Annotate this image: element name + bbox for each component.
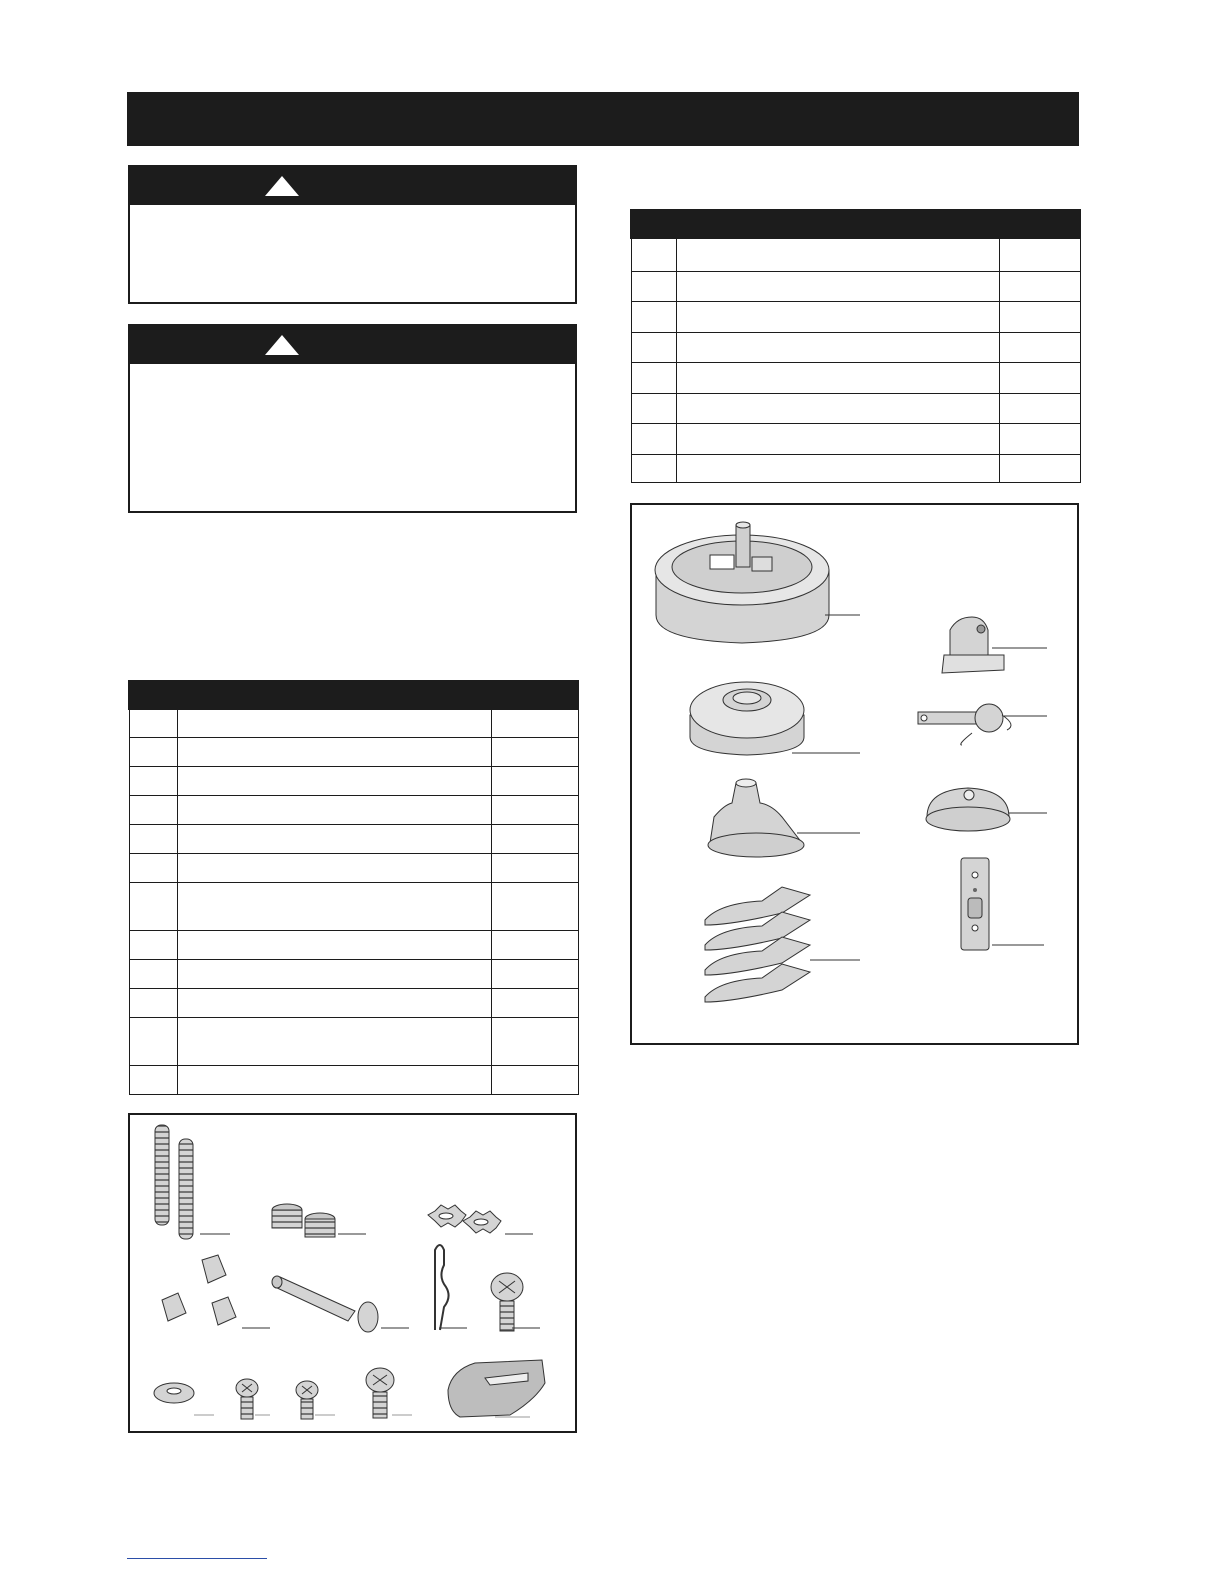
hanging-bracket-icon (942, 617, 1047, 673)
hardware-table (128, 680, 579, 1095)
table-row (631, 332, 1080, 362)
warning-box-1 (128, 165, 577, 304)
motor-assembly-icon (655, 522, 860, 643)
table-row (631, 423, 1080, 454)
warning-triangle-icon (265, 176, 299, 196)
table-row (129, 882, 578, 930)
knurled-nut-icon (272, 1204, 366, 1237)
blade-screw-icon (236, 1379, 270, 1419)
wire-connector-icon (162, 1255, 270, 1328)
table-row (129, 930, 578, 959)
table-row (129, 988, 578, 1017)
table-header-row (129, 681, 578, 709)
blade-screw-short-icon (296, 1381, 335, 1419)
rubber-washer-icon (154, 1383, 214, 1415)
table-row (129, 853, 578, 882)
hairpin-clip-icon (435, 1245, 467, 1330)
clevis-pin-icon (272, 1276, 409, 1332)
hardware-panel (128, 1113, 577, 1433)
table-row (129, 795, 578, 824)
blade-balance-clip-icon (448, 1360, 545, 1417)
table-row (129, 766, 578, 795)
parts-illustration (632, 505, 1077, 1043)
table-row (129, 959, 578, 988)
table-row (129, 737, 578, 766)
header-bar (127, 92, 1079, 146)
table-row (631, 362, 1080, 393)
table-row (129, 709, 578, 737)
table-row (631, 301, 1080, 332)
table-row (129, 1017, 578, 1065)
threaded-rod-icon (155, 1125, 230, 1239)
warning-triangle-icon (265, 335, 299, 355)
table-row (129, 824, 578, 853)
remote-control-icon (961, 858, 1044, 950)
table-row (631, 271, 1080, 301)
parts-panel (630, 503, 1079, 1045)
light-kit-cap-icon (926, 788, 1047, 831)
parts-table (630, 209, 1081, 483)
table-row (129, 1065, 578, 1094)
table-header-row (631, 210, 1080, 238)
downrod-ball-icon (918, 704, 1047, 745)
table-row (631, 454, 1080, 482)
table-row (631, 238, 1080, 271)
ground-screw-icon (366, 1368, 412, 1418)
mounting-screw-icon (491, 1273, 540, 1331)
canopy-cover-icon (708, 779, 860, 857)
warning-header (130, 167, 575, 205)
hardware-illustration (130, 1115, 575, 1431)
switch-housing-icon (690, 682, 860, 755)
fan-blades-icon (705, 887, 860, 1002)
footer-link-underline[interactable] (127, 1558, 267, 1559)
warning-box-2 (128, 324, 577, 513)
warning-header (130, 326, 575, 364)
star-lockwasher-icon (428, 1205, 533, 1234)
table-row (631, 393, 1080, 423)
